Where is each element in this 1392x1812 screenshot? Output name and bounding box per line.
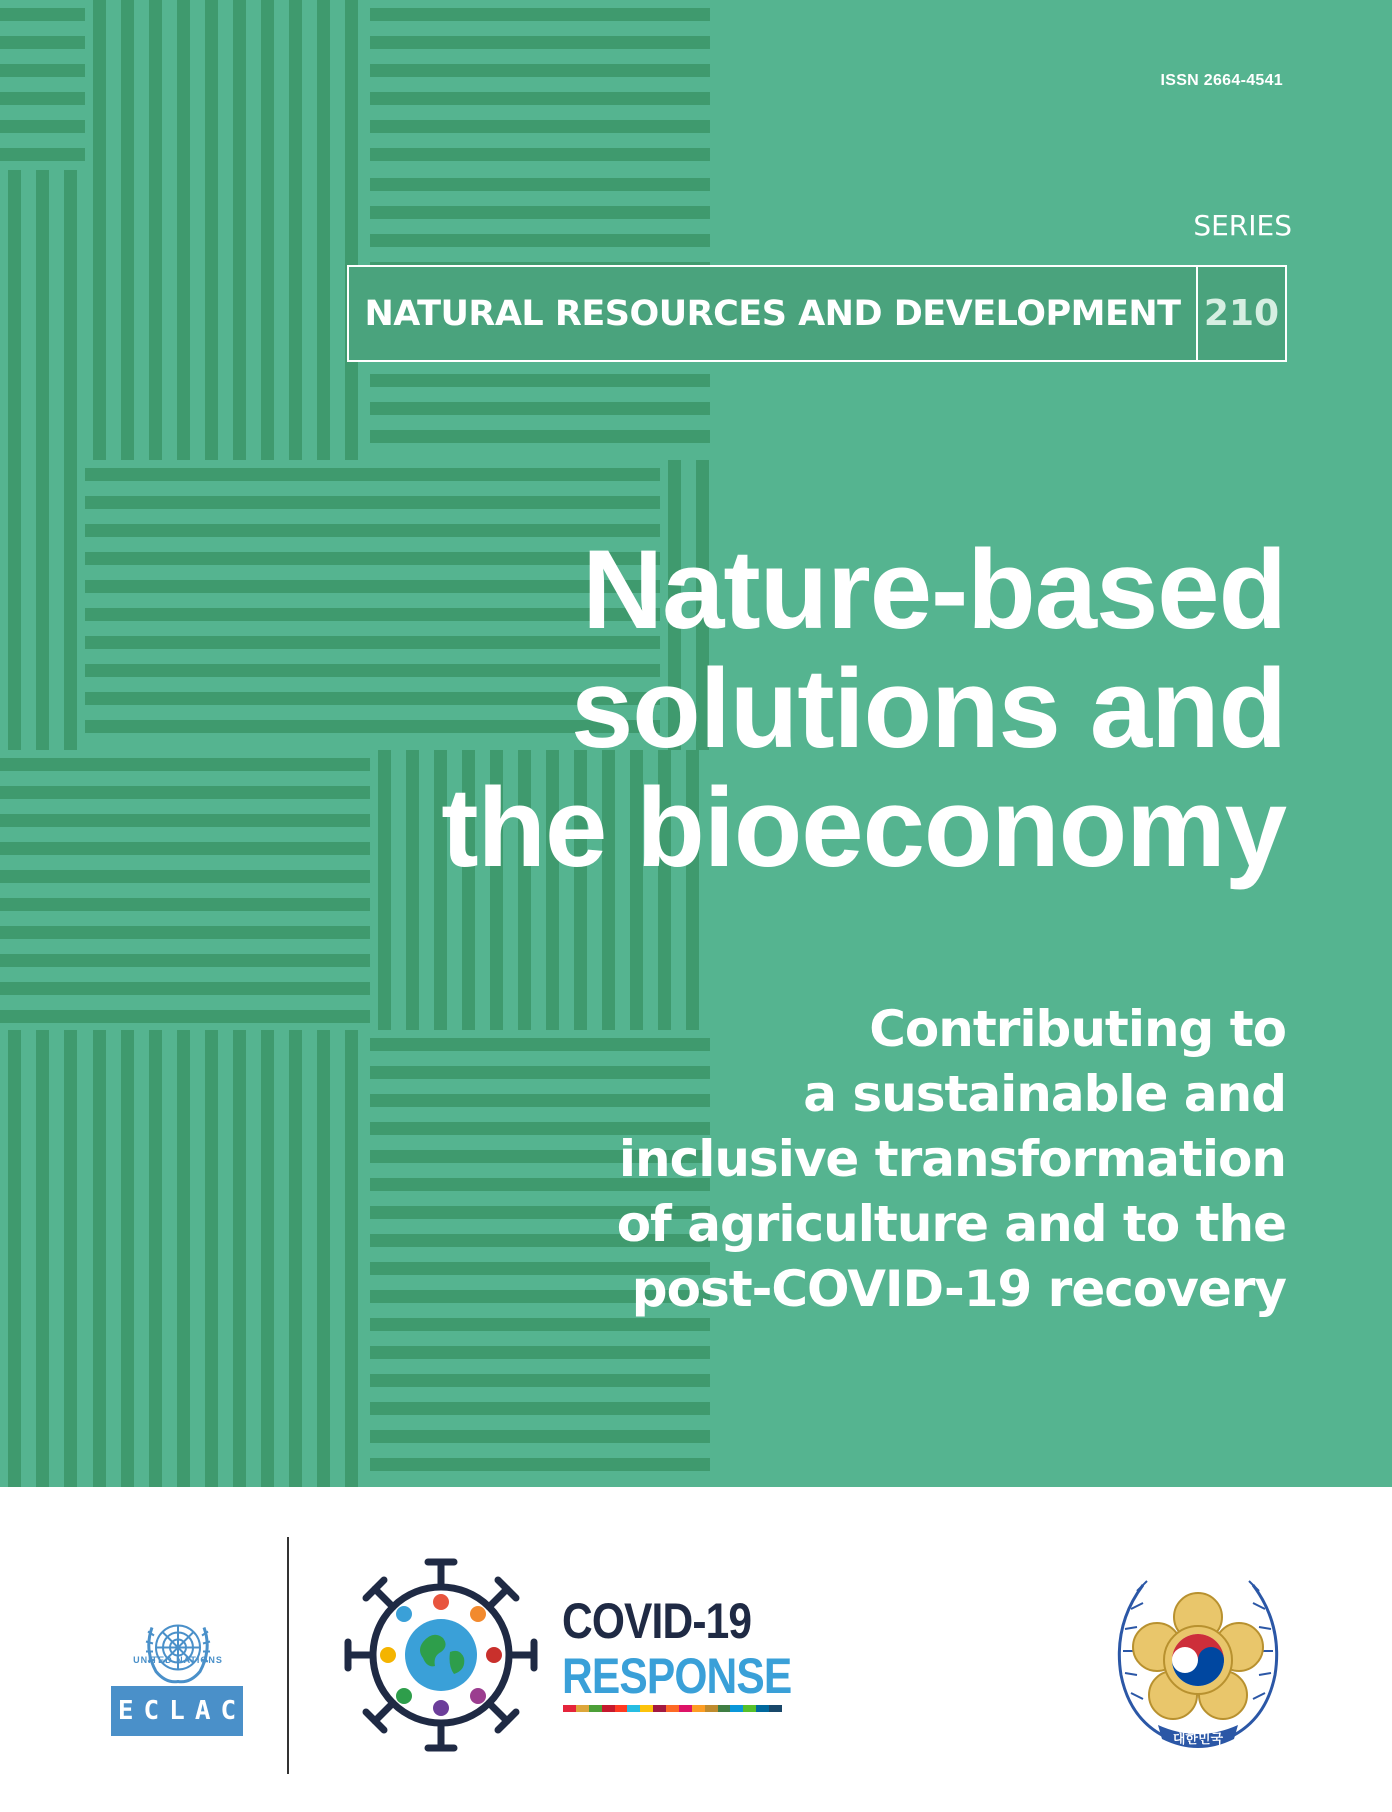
series-number: 210 [1196,267,1285,360]
pattern-stripe [8,170,21,460]
pattern-stripe [0,898,370,911]
pattern-stripe [149,1030,162,1487]
pattern-stripe [370,36,710,49]
pattern-stripe [205,1030,218,1487]
pattern-stripe [0,64,85,77]
pattern-stripe [0,842,370,855]
pattern-stripe [370,1346,710,1359]
subtitle-line: a sustainable and [803,1065,1286,1123]
pattern-stripe [0,982,370,995]
pattern-stripe [370,148,710,161]
pattern-stripe [289,0,302,170]
subtitle-line: Contributing to [869,1000,1286,1058]
pattern-stripe [370,430,710,443]
subtitle-line: inclusive transformation [618,1130,1286,1188]
pattern-stripe [370,402,710,415]
pattern-stripe [177,1030,190,1487]
pattern-stripe [0,814,370,827]
series-box [347,265,1287,362]
pattern-stripe [8,1030,21,1487]
pattern-stripe [370,64,710,77]
pattern-stripe [93,170,106,460]
pattern-stripe [233,0,246,170]
logo-divider [287,1537,289,1774]
covid-response: RESPONSE [562,1648,792,1704]
pattern-stripe [36,1030,49,1487]
pattern-stripe [0,8,85,21]
korea-emblem-text: 대한민국 [1172,1732,1224,1747]
pattern-stripe [64,460,77,750]
pattern-stripe [370,1458,710,1471]
document-title [386,527,1286,890]
pattern-stripe [289,1030,302,1487]
pattern-stripe [0,758,370,771]
subtitle-line: post-COVID-19 recovery [631,1260,1286,1318]
pattern-stripe [121,1030,134,1487]
pattern-stripe [93,0,106,170]
issn-number: ISSN 2664-4541 [1160,72,1283,89]
pattern-stripe [345,0,358,170]
pattern-stripe [370,234,710,247]
title-line: solutions and [571,646,1286,771]
subtitle-line: of agriculture and to the [616,1195,1286,1253]
pattern-stripe [261,1030,274,1487]
pattern-stripe [149,170,162,460]
pattern-stripe [36,170,49,460]
pattern-stripe [0,1010,370,1023]
pattern-stripe [0,870,370,883]
pattern-stripe [370,1430,710,1443]
pattern-stripe [0,120,85,133]
title-line: Nature-based [582,527,1286,652]
pattern-stripe [261,170,274,460]
pattern-stripe [370,120,710,133]
document-subtitle [566,997,1286,1322]
republic-of-korea-emblem-icon [1103,1565,1293,1755]
pattern-stripe [0,36,85,49]
pattern-stripe [205,170,218,460]
pattern-stripe [0,148,85,161]
pattern-stripe [0,926,370,939]
series-label: SERIES [1193,209,1292,242]
pattern-stripe [345,1030,358,1487]
pattern-stripe [233,1030,246,1487]
pattern-stripe [0,786,370,799]
pattern-stripe [370,374,710,387]
pattern-stripe [0,954,370,967]
pattern-stripe [370,92,710,105]
pattern-stripe [121,0,134,170]
pattern-stripe [289,170,302,460]
pattern-stripe [370,8,710,21]
pattern-stripe [370,178,710,191]
pattern-stripe [121,170,134,460]
pattern-stripe [317,0,330,170]
pattern-stripe [261,0,274,170]
pattern-stripe [177,0,190,170]
pattern-stripe [370,1402,710,1415]
logo-footer [0,1487,1392,1812]
un-caption: UNITED NATIONS [133,1655,223,1665]
pattern-stripe [64,170,77,460]
covid-title: COVID-19 [562,1593,752,1649]
pattern-stripe [370,1374,710,1387]
pattern-stripe [177,170,190,460]
title-line: the bioeconomy [441,765,1286,890]
pattern-stripe [205,0,218,170]
pattern-stripe [0,92,85,105]
pattern-stripe [36,460,49,750]
pattern-stripe [93,1030,106,1487]
pattern-stripe [85,496,660,509]
series-name: NATURAL RESOURCES AND DEVELOPMENT [349,267,1196,360]
pattern-stripe [317,170,330,460]
sdg-color-strip [563,1705,782,1712]
pattern-stripe [233,170,246,460]
eclac-wordmark: ECLAC [111,1686,243,1736]
pattern-stripe [370,206,710,219]
covid-virus-globe-icon [338,1552,544,1758]
pattern-stripe [149,0,162,170]
pattern-stripe [8,460,21,750]
pattern-stripe [317,1030,330,1487]
pattern-stripe [85,468,660,481]
pattern-stripe [64,1030,77,1487]
